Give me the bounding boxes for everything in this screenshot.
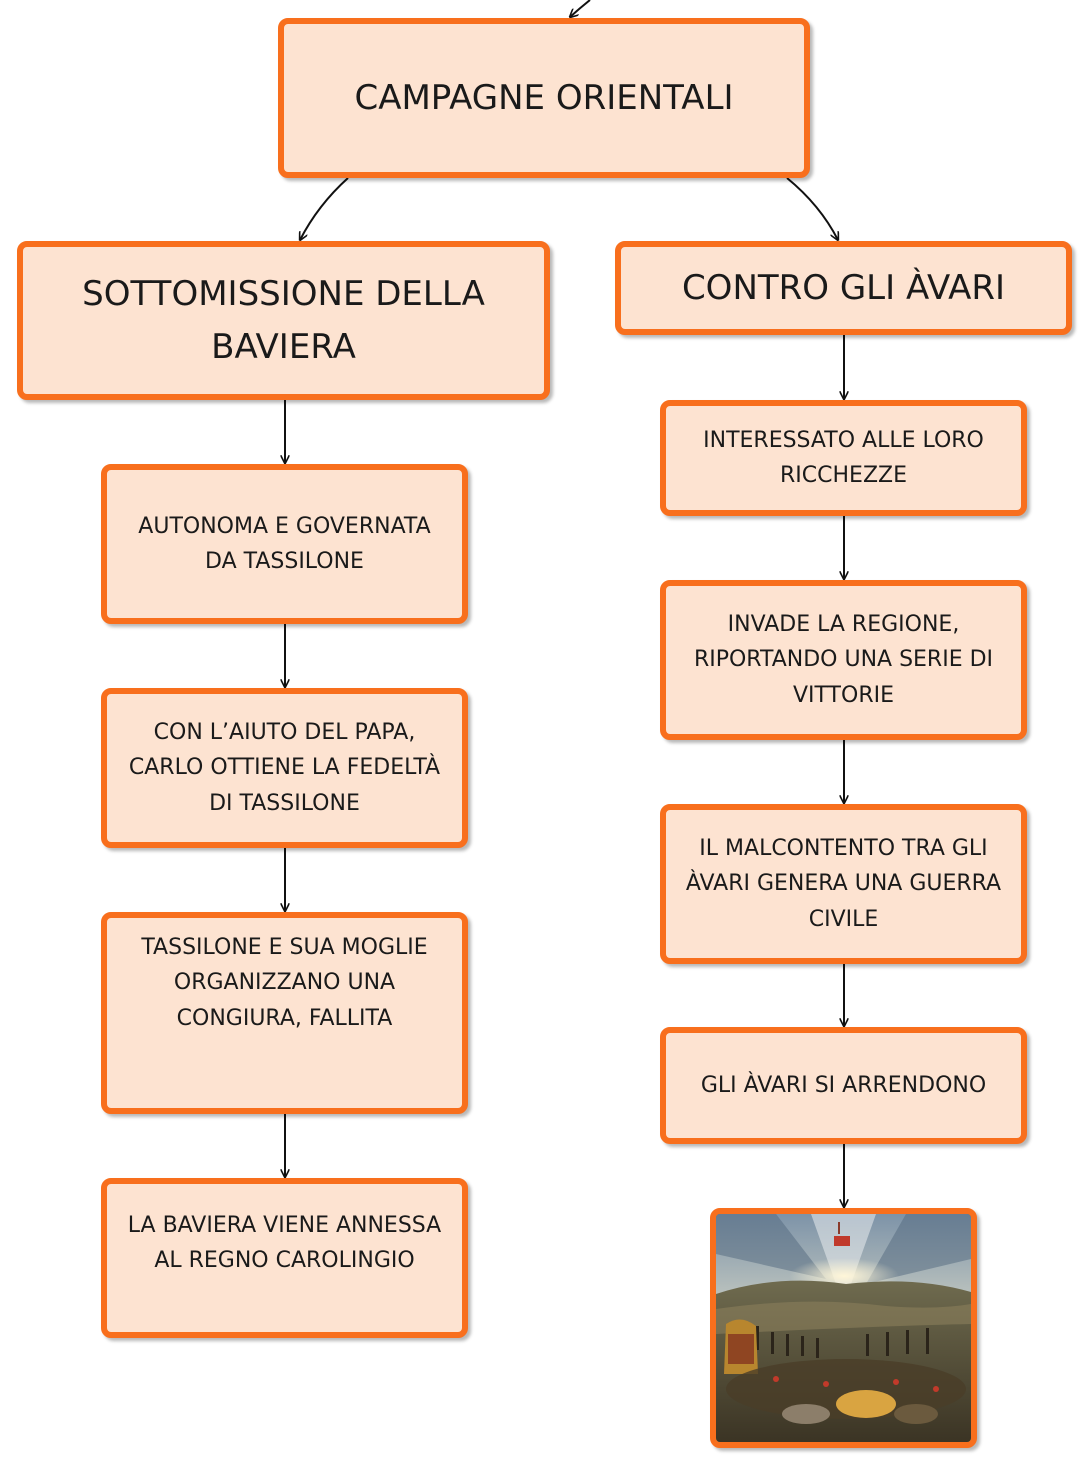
battle-painting-image[interactable] bbox=[710, 1208, 977, 1448]
left-step-3-label: TASSILONE E SUA MOGLIE ORGANIZZANO UNA CONGIURA, FALLITA bbox=[141, 935, 428, 1031]
connector-root-left bbox=[300, 178, 348, 240]
left-step-3[interactable] bbox=[101, 912, 468, 1114]
root-label: CAMPAGNE ORIENTALI bbox=[354, 77, 734, 118]
right-step-2-label: INVADE LA REGIONE, RIPORTANDO UNA SERIE DI VITTORIE bbox=[693, 612, 994, 708]
right-step-1-label: INTERESSATO ALLE LORO RICCHEZZE bbox=[703, 427, 984, 488]
left-step-1-label: AUTONOMA E GOVERNATA DA TASSILONE bbox=[138, 513, 431, 574]
left-step-4-label: LA BAVIERA VIENE ANNESSA AL REGNO CAROLINGIO bbox=[127, 1212, 442, 1273]
right-step-2[interactable] bbox=[660, 580, 1027, 740]
left-branch-node[interactable] bbox=[17, 241, 550, 400]
battle-painting-icon bbox=[716, 1214, 971, 1442]
left-branch-label: SOTTOMISSIONE DELLA BAVIERA bbox=[82, 273, 485, 367]
left-step-2-label: CON L’AIUTO DEL PAPA, CARLO OTTIENE LA FEDELTÀ DI TASSILONE bbox=[128, 720, 441, 816]
left-step-4[interactable] bbox=[101, 1178, 468, 1338]
right-step-4-label: GLI ÀVARI SI ARRENDONO bbox=[700, 1072, 987, 1098]
left-step-1[interactable] bbox=[101, 464, 468, 624]
right-step-4[interactable] bbox=[660, 1027, 1027, 1144]
right-branch-node[interactable] bbox=[615, 241, 1072, 335]
left-step-2[interactable] bbox=[101, 688, 468, 848]
root-node[interactable] bbox=[278, 18, 810, 178]
right-step-1[interactable] bbox=[660, 400, 1027, 516]
right-step-3-label: IL MALCONTENTO TRA GLI ÀVARI GENERA UNA GUERRA CIVILE bbox=[685, 836, 1002, 932]
connector-root-right bbox=[787, 178, 838, 240]
right-branch-label: CONTRO GLI ÀVARI bbox=[681, 267, 1006, 308]
incoming-connector bbox=[570, 0, 590, 17]
right-step-3[interactable] bbox=[660, 804, 1027, 964]
